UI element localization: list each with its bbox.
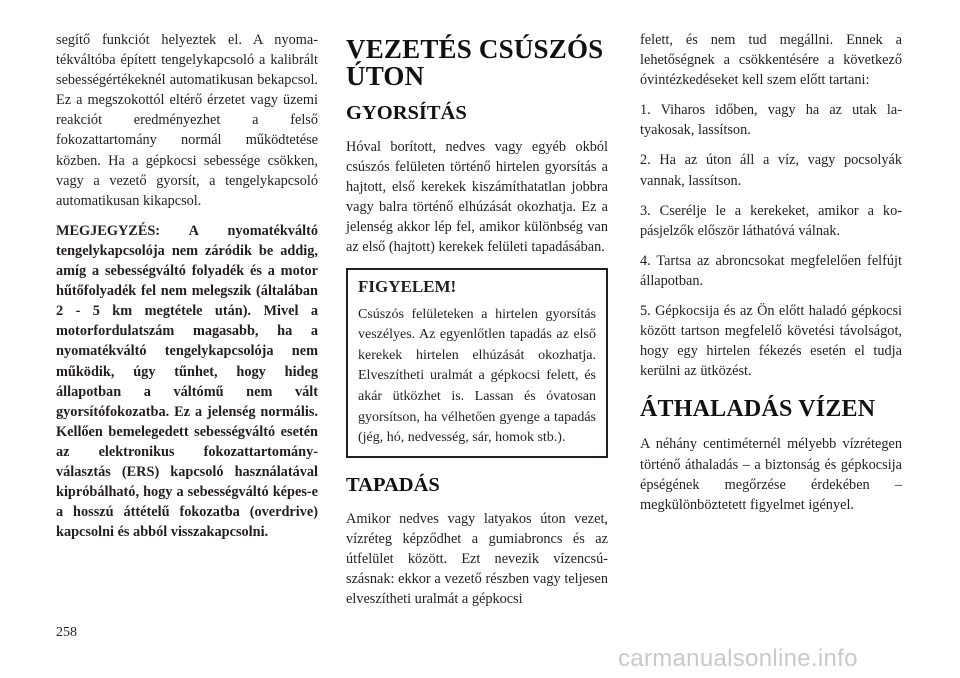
section-heading-slippery-road: VEZETÉS CSÚSZÓS ÚTON: [346, 34, 604, 91]
precaution-item: 2. Ha az úton áll a víz, vagy pocsolyák vannak, lassítson.: [640, 152, 902, 189]
precaution-item: 4. Tartsa az abroncsokat megfelelően felfújt állapotban.: [640, 252, 902, 289]
warning-box: [346, 268, 608, 458]
subheading-acceleration: GYORSÍTÁS: [346, 102, 467, 124]
precaution-item: 3. Cserélje le a kerekeket, amikor a kopásjelzők először láthatóvá válnak.: [640, 202, 902, 239]
acceleration-paragraph: Hóval borított, nedves vagy egyéb okból csúszós felületen történő hirtelen gyorsítás a hajtott, első kerekek kiszámíthatatlan jobbra vagy balra történő elhúzását okozhatja. Ez a jelenség akkor lép fel, amikor különbség van az első (hajtott) kerekek felületi tapadásában.: [346, 139, 608, 256]
column-3: [640, 30, 902, 525]
watermark: carmanualsonline.info: [618, 645, 858, 672]
body-paragraph: segítő funkciót helyeztek el. A nyomatékváltóba épített tengelykapcsoló a kalibrált sebességértékeknél automatikusan bekapcsol. Ez a megszokottól eltérő érzetet vagy üzemi reakciót eredményezhet a felső fokozattartomány normál működtetése közben. Ha a gépkocsi sebessége csökken, vagy a vezető gyorsít, a tengelykapcsoló automatikusan kikapcsol.: [56, 32, 318, 209]
warning-title: FIGYELEM!: [358, 276, 457, 296]
section-heading-water-crossing: ÁTHALADÁS VÍZEN: [640, 396, 876, 423]
column-1: [56, 30, 318, 552]
page-number: 258: [56, 625, 77, 640]
subheading-traction: TAPADÁS: [346, 473, 440, 496]
note-paragraph: MEGJEGYZÉS: A nyomatékváltó tengelykapcsolója nem záródik be addig, amíg a sebességváltó folyadék és a motor hűtőfolyadék fel nem melegszik (általában 2 - 5 km megtétele után). Mivel a motorfordulatszám magasabb, ha a nyomatékváltó tengelykapcsolója nem működik, úgy tűnhet, hogy hideg állapotban a váltómű nem vált gyorsítófokozatba. Ez a jelenség normális. Kellően bemelegedett sebességváltó esetén az elektronikus fokozattartomány-választás (ERS) kapcsoló használatával kipróbálható, hogy a sebességváltó képes-e a hosszú áttételű fokozatba (overdrive) kapcsolni és abból visszakapcsolni.: [56, 222, 318, 541]
water-paragraph: A néhány centiméternél mélyebb vízrétegen történő áthaladás – a biztonság és gépkocsija épségének megőrzése érdekében – megkülönböztetett figyelmet igényel.: [640, 436, 902, 513]
precaution-item: 5. Gépkocsija és az Ön előtt haladó gépkocsi között tartson megfelelő követési távolságot, hogy egy hirtelen fékezés esetén el tudja kerülni az ütközést.: [640, 303, 902, 380]
column-2: [346, 30, 608, 619]
precaution-item: 1. Viharos időben, vagy ha az utak latyakosak, lassítson.: [640, 102, 902, 139]
warning-text: Csúszós felületeken a hirtelen gyorsítás veszélyes. Az egyenlőtlen tapadás az első kerekek hirtelen elhúzását okozhatja. Elveszítheti uralmát a gépkocsi felett, és akár ütközhet is. Lassan és óvatosan gyorsítson, ha vélhetően gyenge a tapadás (jég, hó, nedvesség, sár, homok stb.).: [358, 306, 596, 446]
precautions-intro: felett, és nem tud megállni. Ennek a lehetőségnek a csökkentésére a következő óvintézkedéseket kell szem előtt tartani:: [640, 32, 902, 89]
traction-paragraph: Amikor nedves vagy latyakos úton vezet, vízréteg képződhet a gumiabroncs és az útfelület között. Ezt nevezik vízencsúszásnak: ekkor a vezető részben vagy teljesen elveszítheti uralmát a gépkocsi: [346, 510, 608, 608]
